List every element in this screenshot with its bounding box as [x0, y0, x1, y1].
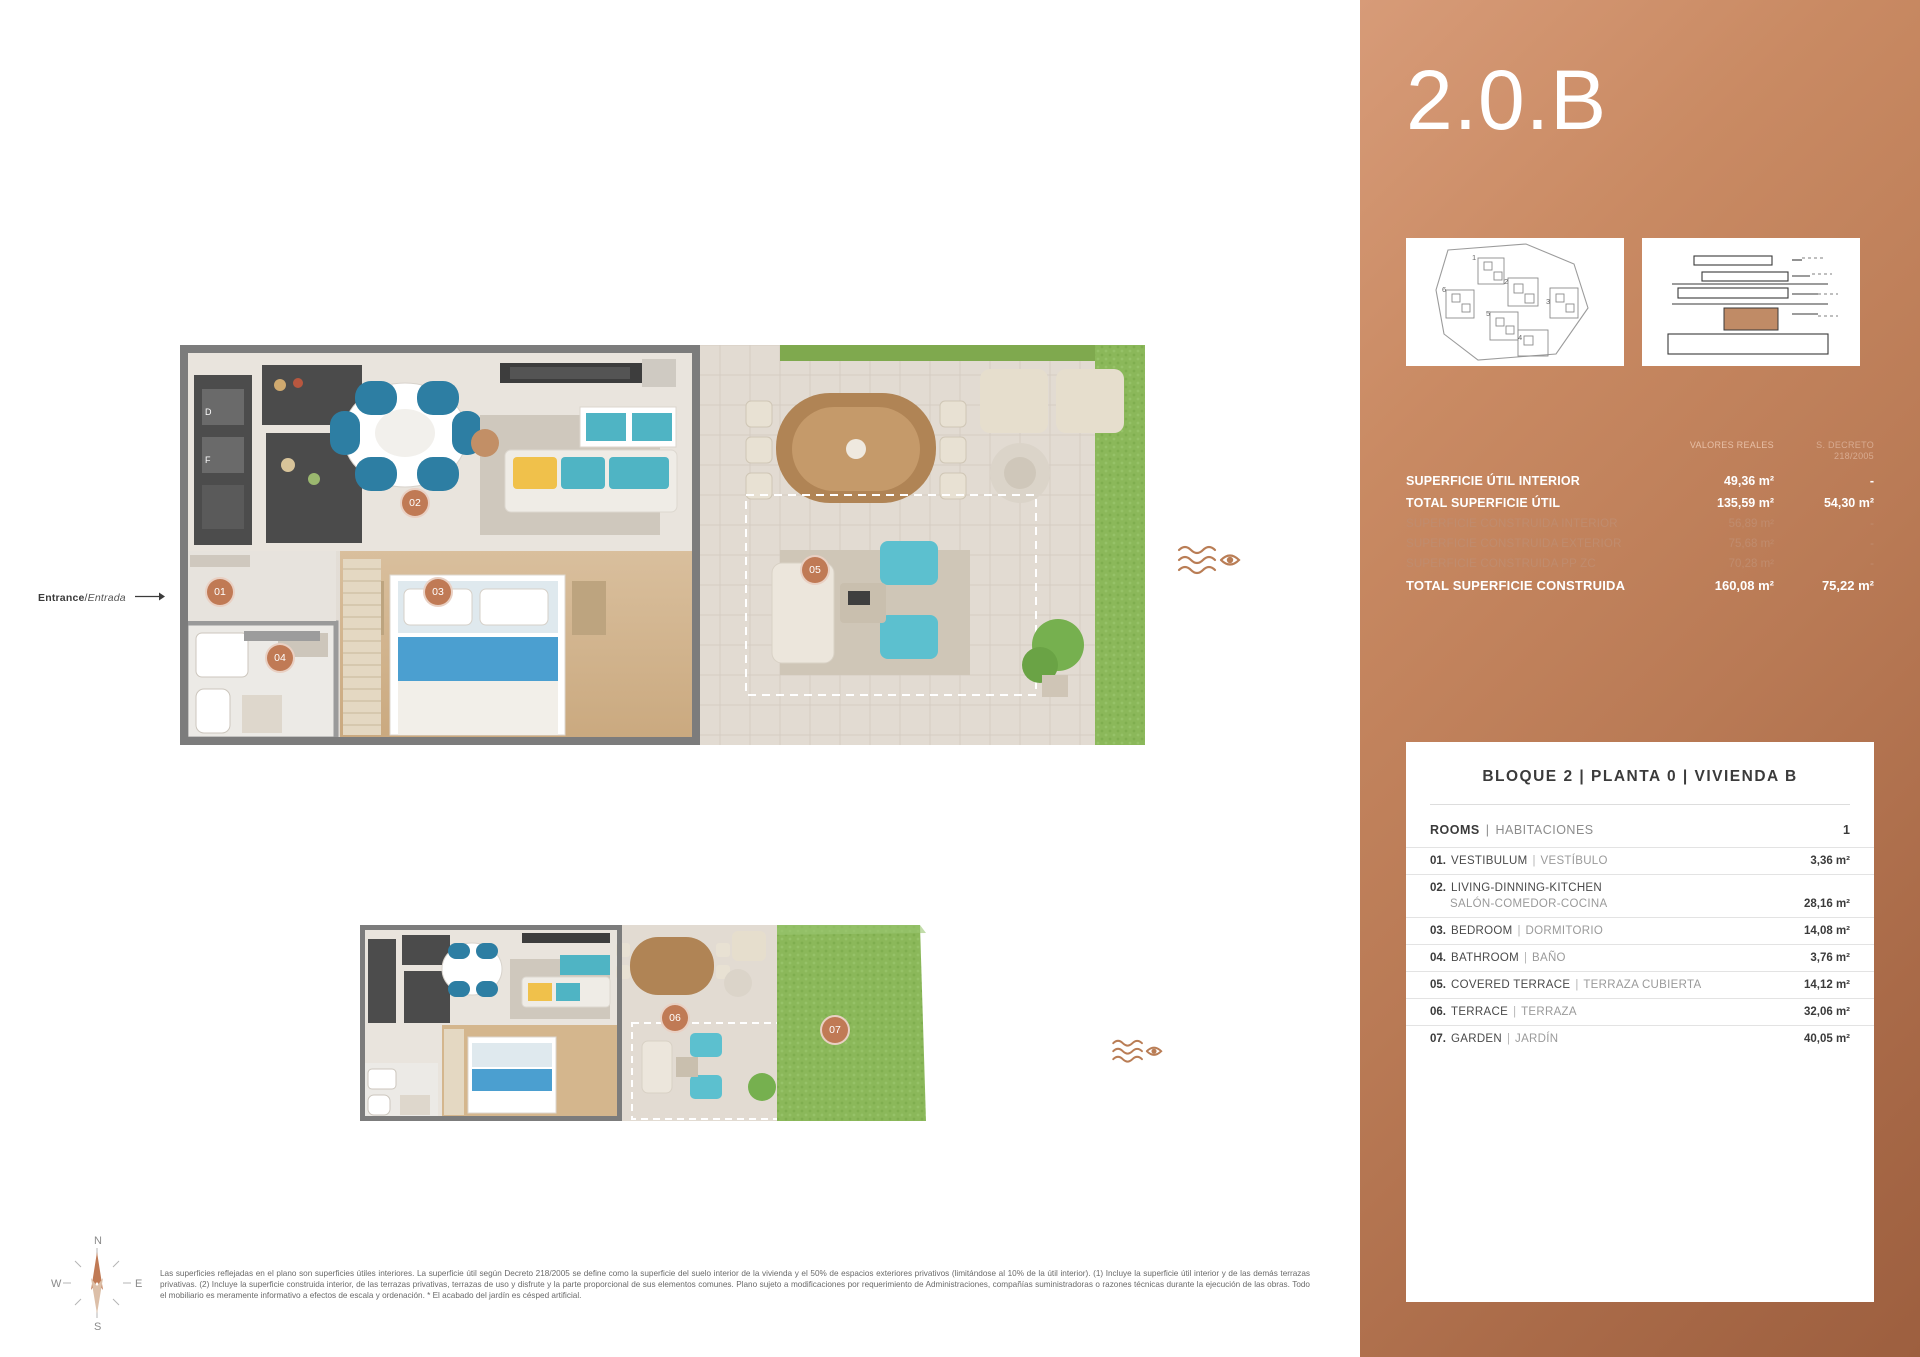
- svg-text:6: 6: [1442, 285, 1447, 294]
- room-row-02-sub: [1406, 896, 1874, 917]
- room-badge-01: 01: [205, 577, 235, 607]
- room-area: 40,05 m²: [1803, 1033, 1850, 1045]
- room-badge-06: 06: [660, 1003, 690, 1033]
- room-name-en: COVERED TERRACE: [1451, 979, 1571, 991]
- surface-row-value1: 49,36 m²: [1723, 474, 1774, 488]
- surface-row-value1: 56,89 m²: [1728, 518, 1774, 530]
- surface-row-value2: -: [1870, 558, 1874, 570]
- surface-row-value2: -: [1870, 518, 1874, 530]
- surface-col2-header: S. DECRETO 218/2005: [1816, 440, 1874, 461]
- svg-text:2: 2: [1504, 277, 1509, 286]
- room-name-es: SALÓN-COMEDOR-COCINA: [1450, 898, 1608, 910]
- surface-row-value2: -: [1870, 538, 1874, 550]
- room-area: 28,16 m²: [1803, 898, 1850, 910]
- surface-table: [1406, 440, 1874, 597]
- surface-row-value1: 160,08 m²: [1714, 578, 1774, 593]
- room-name-es: DORMITORIO: [1525, 925, 1604, 937]
- room-name-es: TERRAZA: [1521, 1006, 1577, 1018]
- room-name-es: TERRAZA CUBIERTA: [1583, 979, 1702, 991]
- rooms-header-es: HABITACIONES: [1495, 823, 1594, 837]
- room-sep: |: [1524, 952, 1527, 964]
- legal-disclaimer: Las superficies reflejadas en el plano son superficies útiles interiores. La superficie útil según Decreto 218/2005 se define como la superficie del suelo interior de la vivienda y el 50% de espacios exteriores privativos (limitándose al 10% de la útil interior). (1) Incluye la superficie útil interior y de las demás terrazas privativas. (2) Incluye la superficie construida interior, de las terrazas privativas, terrazas de uso y disfrute y la parte proporcional de sus elementos comunes. Plano sujeto a modificaciones por requerimiento de Administraciones, compañías suministradoras o razones técnicas durante la ejecución de las obras. Todo el mobiliario es meramente informativo a efectos de escala y ordenación. * El acabado del jardín es césped artificial.: [160, 1269, 1310, 1300]
- room-number: 01.: [1430, 855, 1446, 867]
- rooms-header-sep: |: [1485, 823, 1490, 837]
- svg-text:1: 1: [1472, 253, 1477, 262]
- room-name-en: BATHROOM: [1451, 952, 1519, 964]
- secondary-floorplan-render: [360, 925, 1040, 1125]
- room-row-05: [1406, 971, 1874, 998]
- surface-row-label: SUPERFICIE CONSTRUIDA EXTERIOR: [1406, 538, 1622, 550]
- svg-text:S: S: [94, 1321, 102, 1333]
- room-name-es: BAÑO: [1532, 952, 1566, 964]
- svg-text:N: N: [94, 1235, 102, 1247]
- room-row-04: [1406, 944, 1874, 971]
- room-name-en: BEDROOM: [1451, 925, 1513, 937]
- room-name-es: JARDÍN: [1515, 1033, 1559, 1045]
- rooms-card: [1406, 742, 1874, 1302]
- svg-text:3: 3: [1546, 297, 1551, 306]
- svg-text:W: W: [51, 1278, 62, 1290]
- key-plan-boxes: [1406, 238, 1860, 366]
- svg-text:D: D: [205, 407, 212, 417]
- room-number: 04.: [1430, 952, 1446, 964]
- room-sep: |: [1513, 1006, 1517, 1018]
- surface-row: [1406, 514, 1874, 534]
- svg-text:F: F: [205, 455, 211, 465]
- room-area: 3,76 m²: [1810, 952, 1850, 964]
- room-area: 32,06 m²: [1803, 1006, 1850, 1018]
- entrance-label-en: Entrance: [38, 592, 85, 604]
- surface-row-value2: 54,30 m²: [1823, 496, 1874, 510]
- room-number: 06.: [1430, 1006, 1446, 1018]
- surface-row: [1406, 534, 1874, 554]
- room-number: 03.: [1430, 925, 1446, 937]
- room-row-03: [1406, 917, 1874, 944]
- surface-row-value2: 75,22 m²: [1821, 578, 1874, 593]
- room-badge-05: 05: [800, 555, 830, 585]
- room-badge-03: 03: [423, 577, 453, 607]
- compass-rose: [45, 1230, 150, 1335]
- svg-text:5: 5: [1486, 309, 1491, 318]
- surface-row: [1406, 470, 1874, 492]
- surface-row-label: SUPERFICIE CONSTRUIDA INTERIOR: [1406, 518, 1618, 530]
- room-row-01: [1406, 847, 1874, 874]
- room-area: 3,36 m²: [1810, 855, 1850, 867]
- surface-col1-header: VALORES REALES: [1689, 440, 1774, 450]
- surface-row-value1: 70,28 m²: [1728, 558, 1774, 570]
- surface-row-value2: -: [1869, 474, 1874, 488]
- surface-row-total: [1406, 574, 1874, 597]
- room-sep: |: [1507, 1033, 1511, 1045]
- room-number: 07.: [1430, 1033, 1446, 1045]
- sea-view-icon-secondary: [1110, 1035, 1166, 1074]
- rooms-table-header: [1406, 819, 1874, 847]
- entrance-label: [38, 592, 165, 604]
- room-sep: |: [1575, 979, 1579, 991]
- room-name-en: VESTIBULUM: [1451, 855, 1528, 867]
- divider: [1430, 804, 1850, 805]
- entrance-label-sep: /: [84, 592, 88, 604]
- room-row-02: [1406, 874, 1874, 896]
- sea-view-icon-main: [1175, 540, 1245, 587]
- main-floorplan-render: [180, 345, 1145, 745]
- room-area: 14,12 m²: [1803, 979, 1850, 991]
- site-key-plan: [1406, 238, 1624, 366]
- arrow-icon: [135, 592, 165, 604]
- room-name-es: VESTÍBULO: [1540, 855, 1608, 867]
- room-row-07: [1406, 1025, 1874, 1052]
- building-section-diagram: [1642, 238, 1860, 366]
- surface-row: [1406, 554, 1874, 574]
- room-area: 14,08 m²: [1803, 925, 1850, 937]
- rooms-count: 1: [1843, 823, 1850, 837]
- room-sep: |: [1517, 925, 1521, 937]
- room-number: 02.: [1430, 882, 1446, 894]
- page-title: 2.0.B: [1406, 53, 1608, 147]
- rooms-header-en: ROOMS: [1430, 823, 1480, 837]
- info-panel: [1360, 0, 1920, 1357]
- room-row-06: [1406, 998, 1874, 1025]
- surface-row: [1406, 492, 1874, 514]
- surface-row-value1: 135,59 m²: [1717, 496, 1774, 510]
- room-badge-07: 07: [820, 1015, 850, 1045]
- svg-text:4: 4: [1518, 333, 1523, 342]
- room-number: 05.: [1430, 979, 1446, 991]
- room-badge-04: 04: [265, 643, 295, 673]
- svg-text:E: E: [135, 1278, 143, 1290]
- surface-row-value1: 75,68 m²: [1728, 538, 1774, 550]
- room-name-en: TERRACE: [1451, 1006, 1509, 1018]
- surface-row-label: SUPERFICIE CONSTRUIDA PP ZC: [1406, 558, 1596, 570]
- entrance-label-es: Entrada: [87, 592, 126, 604]
- surface-row-label: SUPERFICIE ÚTIL INTERIOR: [1406, 474, 1581, 488]
- surface-row-label: TOTAL SUPERFICIE ÚTIL: [1406, 496, 1561, 510]
- room-badge-02: 02: [400, 488, 430, 518]
- room-sep: |: [1532, 855, 1536, 867]
- surface-row-label: TOTAL SUPERFICIE CONSTRUIDA: [1406, 578, 1626, 593]
- rooms-card-title: BLOQUE 2 | PLANTA 0 | VIVIENDA B: [1482, 768, 1798, 785]
- surface-table-header: [1406, 440, 1874, 462]
- room-name-en: GARDEN: [1451, 1033, 1503, 1045]
- room-name-en: LIVING-DINNING-KITCHEN: [1451, 882, 1602, 894]
